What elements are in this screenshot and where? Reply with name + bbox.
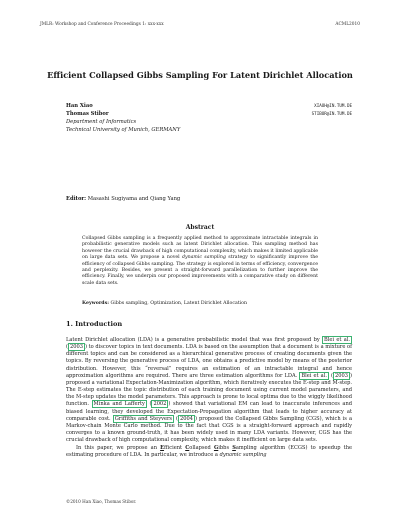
- paragraph-text: to discover topics in text documents. LDA is based on the assumption that a document is a mixture of different topics and can be considered as a hierarchical generative process of creating documents given the topics. By reversing the generative process of LDA, one obtains a predictive model by means of the posterior distribution. However, this “reversal” requires an estimation of an intractable integral and hence approximation algorithms are required. There are three estimation algorithms for LDA.: [66, 344, 352, 379]
- author-row: [66, 111, 352, 117]
- paragraph-text: proposed a variational Expectation-Maximization algorithm, which iteratively executes the E-step and M-step. The E-step estimates the topic distribution of each training document using current model parameters, and the M-step updates the model parameters. This approach is prone to local optima due to the wiggly likelihood function.: [66, 379, 352, 408]
- author-name: Thomas Stibor: [66, 111, 109, 117]
- abstract-heading: Abstract: [185, 224, 215, 231]
- abstract-emphasis: dynamic sampling: [181, 255, 226, 261]
- author-email: XIAOH@IN.TUM.DE: [314, 103, 352, 108]
- introduction-paragraph: In this paper, we propose an Efficient Collapsed Gibbs Sampling algorithm (ECGS) to speedup the estimating procedure of LDA. In particular, we introduce a dynamic sampling: [66, 444, 352, 458]
- keywords-line: [82, 301, 318, 306]
- editor-label: Editor:: [66, 196, 87, 202]
- citation-year-link-minka[interactable]: 2002: [153, 401, 167, 408]
- paragraph-emphasis: dynamic sampling: [219, 452, 267, 458]
- paragraph-text: showed that variational EM can lead to inaccurate inferences and biased learning, they developed the Expectation-Propagation algorithm that leads to higher accuracy at comparable cost.: [66, 401, 353, 422]
- paper-title: Efficient Collapsed Gibbs Sampling For Latent Dirichlet Allocation: [47, 70, 353, 80]
- paragraph-text: Latent Dirichlet allocation (LDA) is a generative probabilistic model that was first proposed by: [66, 337, 323, 343]
- paragraph-text: In this paper, we propose an: [76, 444, 161, 451]
- copyright-footer: ©2010 Han Xiao, Thomas Stibor.: [66, 499, 137, 504]
- citation-link-blei[interactable]: Blei et al.: [324, 337, 350, 343]
- citation-year-link-blei-2[interactable]: 2003: [335, 372, 349, 379]
- citation-year-link-blei[interactable]: 2003: [70, 344, 83, 351]
- paragraph-text: proposed the Collapsed Gibbs Sampling (CGS), which is a Markov-chain Monte Carlo method. Due to the fact that CGS is a straight-forward approach and rapidly converges to a known ground-truth, it has been widely used in many LDA variants. However, CGS has the crucial drawback of high computational complexity, which makes it inefficient on large data sets.: [66, 415, 352, 444]
- author-email: STIBOR@IN.TUM.DE: [311, 111, 352, 116]
- running-header: [40, 22, 360, 27]
- affiliation-department: Department of Informatics: [66, 119, 137, 125]
- keywords-label: Keywords:: [82, 301, 109, 306]
- author-name: Han Xiao: [66, 103, 93, 109]
- citation-link-griffiths[interactable]: Griffiths and Steyvers: [114, 415, 173, 422]
- abstract-text-part: Collapsed Gibbs sampling is a frequently applied method to approximate intractable integrals in probabilistic generative models such as latent Dirichlet allocation. This sampling method has however the crucial drawback of high computational complexity, which makes it limited applicable on large data sets. We propose a novel: [82, 236, 318, 261]
- citation-link-minka[interactable]: Minka and Lafferty: [93, 401, 145, 408]
- editor-line: [66, 196, 180, 202]
- author-row: [66, 103, 352, 109]
- keywords-text: Gibbs sampling, Optimization, Latent Dirichlet Allocation: [110, 301, 247, 306]
- introduction-body: [66, 337, 352, 459]
- citation-link-blei-2[interactable]: Blei et al.: [301, 372, 327, 379]
- abstract-text-part: strategy to significantly improve the efficiency of collapsed Gibbs sampling. The strategy is explored in terms of efficiency, convergence and perplexity. Besides, we present a straight-forward parallelization to further improve the efficiency. Finally, we underpin our proposed improvements with a comparative study on different scale data sets.: [82, 255, 318, 286]
- editor-names: Masashi Sugiyama and Qiang Yang: [87, 196, 181, 202]
- section-heading-introduction: 1. Introduction: [66, 320, 123, 328]
- header-proceedings: JMLR: Workshop and Conference Proceedings 1: xxx-xxx: [40, 22, 164, 27]
- abstract-text: [82, 236, 318, 287]
- introduction-paragraph: Latent Dirichlet allocation (LDA) is a generative probabilistic model that was first proposed by Blei et al. ( 2003 ) to discover topics in text documents. LDA is based on the assumption that a document is a mixture of different topics and can be considered as a hierarchical generative process of creating documents given the topics. By reversing the generative process of LDA, one obtains a predictive model by means of the posterior distribution. However, this “reversal” requires an estimation of an intractable integral and hence approximation algorithms are required. There are three estimation algorithms for LDA. Blei et al. ( 2003 ) proposed a variational Expectation-Maximization algorithm, which iteratively executes the E-step and M-step. The E-step estimates the topic distribution of each training document using current model parameters, and the M-step updates the model parameters. This approach is prone to local optima due to the wiggly likelihood function. Minka and Lafferty ( 2002 ) showed that variational EM can lead to inaccurate inferences and biased learning, they developed the Expectation-Propagation algorithm that leads to higher accuracy at comparable cost. Griffiths and Steyvers ( 2004 ) proposed the Collapsed Gibbs Sampling (CGS), which is a Markov-chain Monte Carlo method. Due to the fact that CGS is a straight-forward approach and rapidly converges to a known ground-truth, it has been widely used in many LDA variants. However, CGS has the crucial drawback of high computational complexity, which makes it inefficient on large data sets.: [66, 337, 353, 444]
- affiliation-university: Technical University of Munich, GERMANY: [66, 127, 181, 133]
- citation-year-link-griffiths[interactable]: 2004: [180, 415, 194, 422]
- header-conference: ACML2010: [335, 22, 360, 27]
